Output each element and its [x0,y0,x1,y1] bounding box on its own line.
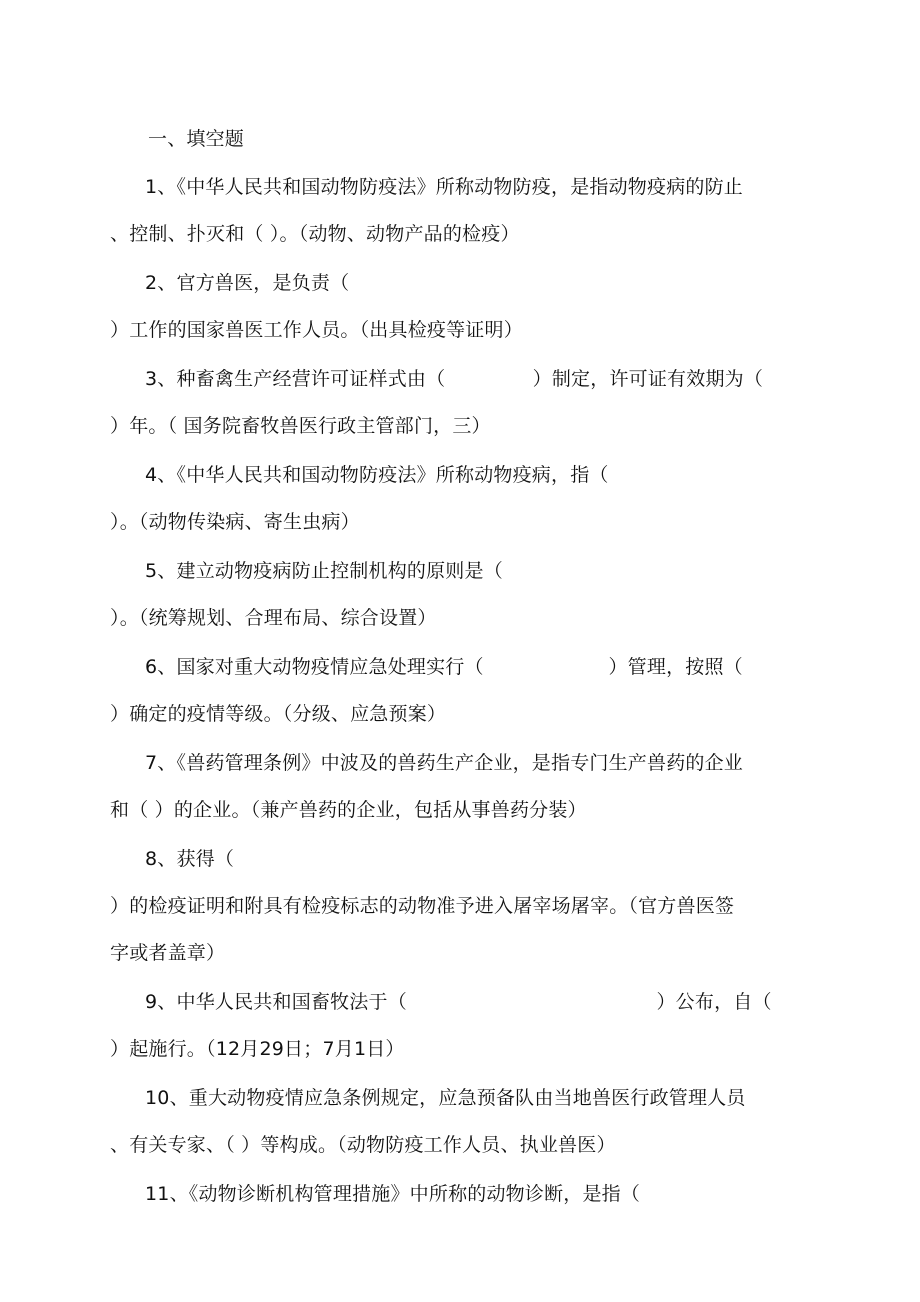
question-line: ）年。（ 国务院畜牧兽医行政主管部门，三） [110,415,491,437]
question-line: ）。（动物传染病、寄生虫病） [110,511,360,533]
question-line: 8、获得（ [145,848,235,870]
question-line: ）确定的疫情等级。（分级、应急预案） [110,703,447,725]
question-line: ）工作的国家兽医工作人员。（出具检疫等证明） [110,319,523,341]
question-line: 6、国家对重大动物疫情应急处理实行（ ）管理，按照（ [145,656,743,678]
question-line: 9、中华人民共和国畜牧法于（ ）公布，自（ [145,991,772,1013]
question-line: 4、《中华人民共和国动物防疫法》所称动物疫病，指（ [145,464,609,486]
question-line: 、控制、扑灭和（ ）。（动物、动物产品的检疫） [110,223,520,245]
question-line: 11、《动物诊断机构管理措施》中所称的动物诊断，是指（ [145,1183,641,1205]
question-line: 2、官方兽医，是负责（ [145,272,350,294]
question-line: 1、《中华人民共和国动物防疫法》所称动物防疫，是指动物疫病的防止 [145,176,743,198]
question-line: 和（ ）的企业。（兼产兽药的企业，包括从事兽药分装） [110,799,587,821]
question-line: 、有关专家、（ ）等构成。（动物防疫工作人员、执业兽医） [110,1134,616,1156]
question-line: ）的检疫证明和附具有检疫标志的动物准予进入屠宰场屠宰。（官方兽医签 [110,895,735,917]
question-line: ）。（统筹规划、合理布局、综合设置） [110,607,437,629]
question-line: 3、种畜禽生产经营许可证样式由（ ）制定，许可证有效期为（ [145,368,764,390]
question-line: ）起施行。（12月29日；7月1日） [110,1038,405,1060]
question-line: 字或者盖章） [110,942,226,964]
question-line: 10、重大动物疫情应急条例规定，应急预备队由当地兽医行政管理人员 [145,1087,746,1109]
section-title: 一、填空题 [148,128,245,150]
question-line: 5、建立动物疫病防止控制机构的原则是（ [145,560,503,582]
question-line: 7、《兽药管理条例》中波及的兽药生产企业，是指专门生产兽药的企业 [145,752,743,774]
